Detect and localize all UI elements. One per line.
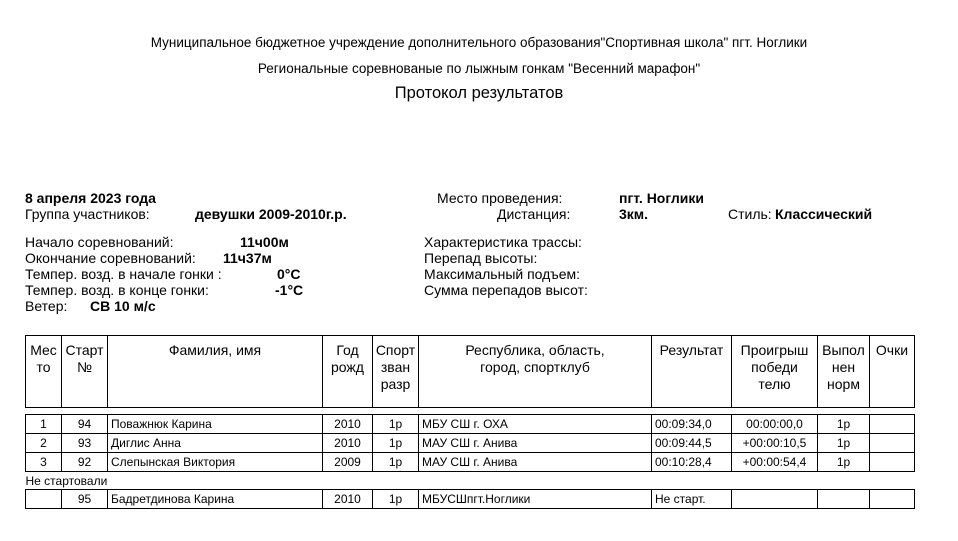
cell-start: 93 (62, 434, 108, 453)
start-value: 11ч00м (240, 234, 289, 250)
cell-norm: 1р (818, 453, 870, 472)
track-label: Характеристика трассы: (424, 234, 582, 250)
cell-norm (818, 490, 870, 509)
cell-name: Бадретдинова Карина (108, 490, 323, 509)
cell-lag: 00:00:00,0 (732, 415, 818, 434)
cell-year: 2009 (323, 453, 373, 472)
cell-name: Слепынская Виктория (108, 453, 323, 472)
cell-year: 2010 (323, 415, 373, 434)
cell-start: 94 (62, 415, 108, 434)
place-value: пгт. Ноглики (619, 190, 704, 206)
header-birth-year: Год рожд (323, 336, 373, 408)
header-region: Республика, область, город, спортклуб (419, 336, 652, 408)
wind-value: СВ 10 м/с (90, 298, 156, 314)
results-table (25, 335, 915, 509)
header-norm: Выпол нен норм (818, 336, 870, 408)
page-title: Протокол результатов (394, 84, 564, 102)
group-value: девушки 2009-2010г.р. (195, 206, 347, 222)
style-value: Классический (775, 206, 873, 222)
cell-norm: 1р (818, 434, 870, 453)
distance-label: Дистанция: (497, 206, 571, 222)
table-header-row (26, 336, 915, 408)
cell-rank: 1р (373, 415, 419, 434)
institution-name: Муниципальное бюджетное учреждение дополнительного образования"Спортивная школа" пгт. Ноглики (150, 35, 808, 50)
table-row (26, 434, 915, 453)
temp-end-label: Темпер. возд. в конце гонки: (25, 282, 209, 298)
header-result: Результат (652, 336, 732, 408)
header-lag: Проигрыш победи телю (732, 336, 818, 408)
start-label: Начало соревнований: (25, 234, 174, 250)
competition-name: Региональные соревнованые по лыжным гонкам "Весенний марафон" (257, 61, 701, 76)
dns-label: Не стартовали (25, 473, 108, 488)
temp-start-value: 0°С (277, 266, 301, 282)
sum-diff-label: Сумма перепадов высот: (424, 282, 588, 298)
table-row (26, 490, 915, 509)
end-value: 11ч37м (223, 250, 272, 266)
cell-rank: 1р (373, 434, 419, 453)
cell-name: Диглис Анна (108, 434, 323, 453)
cell-region: МАУ СШ г. Анива (419, 453, 652, 472)
cell-rank: 1р (373, 490, 419, 509)
distance-value: 3км. (619, 206, 649, 222)
cell-lag: +00:00:10,5 (732, 434, 818, 453)
cell-place: 3 (26, 453, 62, 472)
end-label: Окончание соревнований: (25, 250, 196, 266)
header-place: Мес то (26, 336, 62, 408)
temp-end-value: -1°С (275, 282, 304, 298)
cell-place: 2 (26, 434, 62, 453)
cell-start: 95 (62, 490, 108, 509)
cell-points (870, 415, 915, 434)
cell-result: 00:09:44,5 (652, 434, 732, 453)
group-label: Группа участников: (25, 206, 150, 222)
header-points: Очки (870, 336, 915, 408)
cell-region: МБУ СШ г. ОХА (419, 415, 652, 434)
table-row (26, 453, 915, 472)
cell-year: 2010 (323, 434, 373, 453)
cell-name: Поважнюк Карина (108, 415, 323, 434)
cell-points (870, 490, 915, 509)
cell-lag (732, 490, 818, 509)
header-rank: Спорт зван разр (373, 336, 419, 408)
cell-rank: 1р (373, 453, 419, 472)
style-label: Стиль: (728, 206, 772, 222)
cell-place (26, 490, 62, 509)
temp-start-label: Темпер. возд. в начале гонки : (25, 266, 222, 282)
cell-result: 00:09:34,0 (652, 415, 732, 434)
cell-norm: 1р (818, 415, 870, 434)
place-label: Место проведения: (437, 190, 563, 206)
cell-start: 92 (62, 453, 108, 472)
max-climb-label: Максимальный подъем: (424, 266, 581, 282)
wind-label: Ветер: (25, 298, 68, 314)
header-name: Фамилия, имя (108, 336, 323, 408)
table-row (26, 415, 915, 434)
cell-points (870, 453, 915, 472)
cell-points (870, 434, 915, 453)
cell-lag: +00:00:54,4 (732, 453, 818, 472)
competition-date: 8 апреля 2023 года (25, 190, 156, 206)
cell-place: 1 (26, 415, 62, 434)
cell-result: 00:10:28,4 (652, 453, 732, 472)
header-start-number: Старт № (62, 336, 108, 408)
height-diff-label: Перепад высоты: (424, 250, 538, 266)
cell-result: Не старт. (652, 490, 732, 509)
cell-region: МБУСШпгт.Ноглики (419, 490, 652, 509)
cell-region: МАУ СШ г. Анива (419, 434, 652, 453)
cell-year: 2010 (323, 490, 373, 509)
